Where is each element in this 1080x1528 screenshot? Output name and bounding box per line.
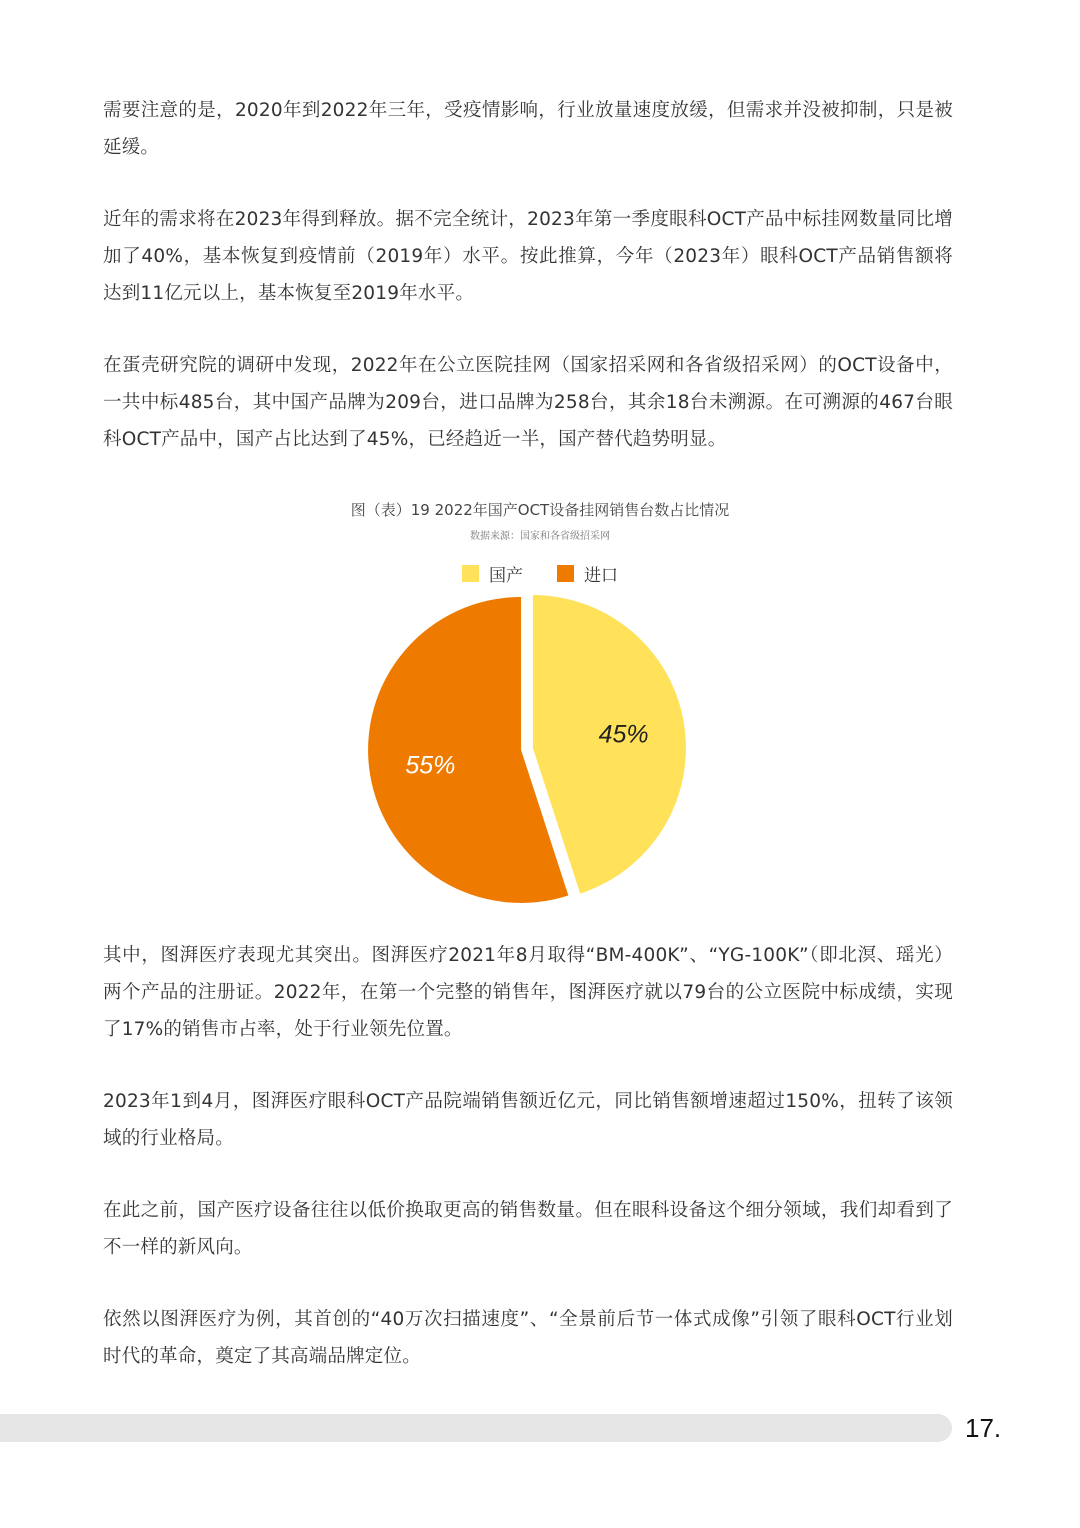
paragraph: 需要注意的是，2020年到2022年三年，受疫情影响，行业放量速度放缓，但需求并没被抑制，只是被延缓。 [103, 100, 953, 158]
pie-chart [0, 495, 1080, 915]
body-text-bottom [103, 937, 953, 1410]
paragraph: 近年的需求将在2023年得到释放。据不完全统计，2023年第一季度眼科OCT产品中标挂网数量同比增加了40%，基本恢复到疫情前（2019年）水平。按此推算，今年（2023年）眼科OCT产品销售额将达到11亿元以上，基本恢复至2019年水平。 [103, 209, 953, 304]
body-text-top [103, 92, 953, 493]
figure-source: 数据来源：国家和各省级招采网 [470, 531, 610, 542]
paragraph: 在蛋壳研究院的调研中发现，2022年在公立医院挂网（国家招采网和各省级招采网）的OCT设备中，一共中标485台，其中国产品牌为209台，进口品牌为258台，其余18台未溯源。在可溯源的467台眼科OCT产品中，国产占比达到了45%，已经趋近一半，国产替代趋势明显。 [103, 355, 953, 450]
page-number: 17. [965, 1413, 1002, 1443]
pie-label-import: 55% [405, 751, 456, 780]
pie-chart-figure [0, 495, 1080, 915]
pie-label-domestic: 45% [598, 720, 649, 749]
figure-title: 图（表）19 2022年国产OCT设备挂网销售台数占比情况 [350, 501, 730, 519]
paragraph: 依然以图湃医疗为例，其首创的“40万次扫描速度”、“全景前后节一体式成像”引领了眼科OCT行业划时代的革命，奠定了其高端品牌定位。 [103, 1309, 953, 1367]
legend-label: 进口 [584, 566, 618, 586]
paragraph: 2023年1到4月，图湃医疗眼科OCT产品院端销售额近亿元，同比销售额增速超过150%，扭转了该领域的行业格局。 [103, 1091, 953, 1149]
footer-bar [0, 1414, 952, 1442]
paragraph: 其中，图湃医疗表现尤其突出。图湃医疗2021年8月取得“BM-400K”、“YG-100K”（即北溟、瑶光）两个产品的注册证。2022年，在第一个完整的销售年，图湃医疗就以79台的公立医院中标成绩，实现了17%的销售市占率，处于行业领先位置。 [103, 945, 953, 1040]
paragraph: 在此之前，国产医疗设备往往以低价换取更高的销售数量。但在眼科设备这个细分领域，我们却看到了不一样的新风向。 [103, 1200, 953, 1258]
legend-label: 国产 [489, 566, 523, 586]
